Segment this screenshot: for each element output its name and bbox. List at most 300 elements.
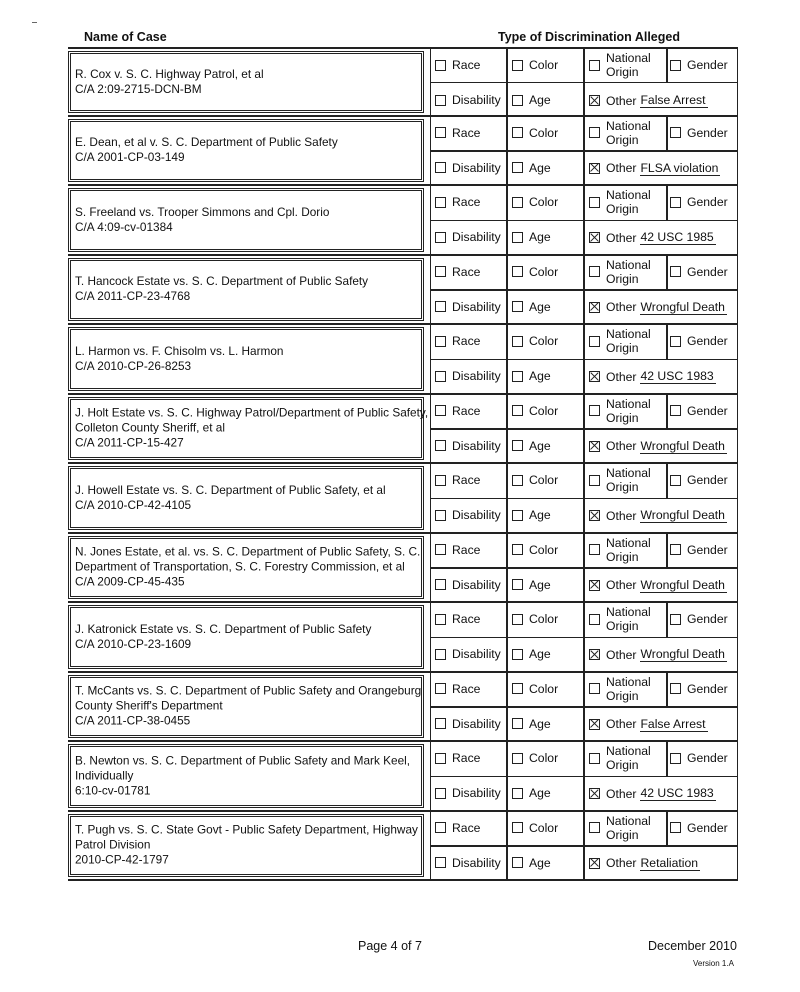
national-origin-label-text: National: [606, 605, 651, 619]
age-checkbox[interactable]: [512, 718, 523, 729]
grid-line: [666, 534, 668, 568]
race-option: [435, 682, 480, 696]
color-checkbox[interactable]: [512, 753, 523, 764]
cases-table: [68, 47, 738, 881]
age-label-text: Age: [529, 786, 551, 800]
other-label: [606, 370, 636, 384]
other-label: [606, 578, 636, 592]
case-name-line: T. Hancock Estate vs. S. C. Department of Public Safety: [75, 274, 369, 289]
age-checkbox[interactable]: [512, 788, 523, 799]
table-row: [68, 256, 738, 326]
disability-option: [435, 647, 501, 661]
case-name-line: C/A 2011-CP-23-4768: [75, 289, 191, 304]
national-origin-checkbox[interactable]: [589, 822, 600, 833]
other-checkbox[interactable]: [589, 788, 600, 799]
gender-checkbox[interactable]: [670, 683, 681, 694]
case-name-cell: [68, 258, 424, 322]
other-label-text: Other: [606, 300, 637, 314]
disability-label: [452, 93, 501, 107]
age-option: [512, 93, 551, 107]
other-label-text: Other: [606, 93, 637, 108]
age-checkbox[interactable]: [512, 510, 523, 521]
gender-label: [687, 821, 728, 835]
national-origin-checkbox[interactable]: [589, 266, 600, 277]
national-origin-label-text: National: [606, 257, 651, 272]
color-label-text: Color: [529, 403, 559, 418]
age-label: [529, 439, 551, 453]
other-option: [589, 856, 700, 871]
gender-label: [687, 265, 728, 279]
national-origin-checkbox[interactable]: [589, 753, 600, 764]
disability-option: [435, 578, 501, 592]
gender-label-text: Gender: [687, 612, 728, 626]
age-label-text: Age: [529, 93, 551, 107]
disability-label-text: Disability: [452, 438, 501, 453]
color-option: [512, 612, 558, 626]
disability-checkbox[interactable]: [435, 857, 446, 868]
national-origin-checkbox[interactable]: [589, 683, 600, 694]
age-option: [512, 369, 551, 383]
table-row: [68, 117, 738, 187]
age-checkbox[interactable]: [512, 579, 523, 590]
race-label: [452, 821, 480, 835]
race-label-text: Race: [452, 681, 481, 696]
age-label-text: Age: [529, 438, 551, 453]
race-checkbox[interactable]: [435, 336, 446, 347]
case-name-line: J. Holt Estate vs. S. C. Highway Patrol/Department of Public Safety,: [75, 405, 429, 420]
gender-checkbox[interactable]: [670, 336, 681, 347]
race-checkbox[interactable]: [435, 405, 446, 416]
gender-checkbox[interactable]: [670, 614, 681, 625]
gender-label-text: Gender: [687, 681, 728, 696]
table-row: [68, 603, 738, 673]
gender-label: [687, 334, 728, 348]
other-option: [589, 717, 708, 732]
age-option: [512, 508, 551, 522]
disability-option: [435, 300, 501, 314]
race-label: [452, 195, 480, 209]
age-option: [512, 161, 551, 175]
national-origin-option: [589, 466, 651, 494]
case-name: [75, 545, 419, 590]
other-checkbox[interactable]: [589, 371, 600, 382]
race-option: [435, 404, 480, 418]
disability-label: [452, 647, 501, 661]
case-name: [75, 753, 419, 798]
national-origin-checkbox[interactable]: [589, 544, 600, 555]
grid-line: [506, 603, 508, 671]
national-origin-option: [589, 327, 651, 355]
discrimination-type-grid: [430, 325, 738, 393]
race-checkbox[interactable]: [435, 60, 446, 71]
color-checkbox[interactable]: [512, 683, 523, 694]
other-detail: Retaliation: [640, 855, 699, 870]
gender-label-text: Gender: [687, 264, 728, 279]
other-detail: 42 USC 1983: [640, 369, 714, 383]
gender-option: [670, 612, 728, 626]
color-label: [529, 473, 558, 487]
gender-option: [670, 334, 728, 348]
table-row: [68, 47, 738, 117]
race-option: [435, 126, 480, 140]
gender-label: [687, 473, 728, 487]
color-label-text: Color: [529, 195, 559, 209]
grid-line: [666, 117, 668, 151]
case-name-line: J. Howell Estate vs. S. C. Department of Public Safety, et al: [75, 482, 386, 497]
race-label-text: Race: [452, 264, 481, 279]
color-label-text: Color: [529, 473, 559, 487]
disability-label-text: Disability: [452, 160, 501, 175]
age-label-text: Age: [529, 369, 551, 383]
other-checkbox[interactable]: [589, 858, 600, 869]
color-option: [512, 265, 558, 279]
gender-option: [670, 751, 728, 765]
race-option: [435, 821, 480, 835]
case-name-cell: [68, 675, 424, 739]
case-name-line: County Sheriff's Department: [75, 698, 223, 713]
discrimination-type-grid: [430, 742, 738, 810]
case-name-line: 6:10-cv-01781: [75, 783, 151, 798]
gender-option: [670, 543, 728, 557]
race-checkbox[interactable]: [435, 475, 446, 486]
color-checkbox[interactable]: [512, 60, 523, 71]
color-label-text: Color: [529, 334, 559, 348]
disability-label-text: Disability: [452, 786, 501, 800]
grid-line: [583, 117, 585, 185]
disability-label: [452, 230, 501, 244]
case-name-line: 2010-CP-42-1797: [75, 852, 169, 867]
national-origin-option: [589, 188, 651, 216]
other-checkbox[interactable]: [589, 649, 600, 660]
grid-line: [506, 534, 508, 602]
gender-checkbox[interactable]: [670, 197, 681, 208]
gender-label: [687, 126, 728, 140]
color-checkbox[interactable]: [512, 197, 523, 208]
disability-checkbox[interactable]: [435, 579, 446, 590]
case-name: [75, 67, 419, 97]
national-origin-checkbox[interactable]: [589, 405, 600, 416]
discrimination-type-grid: [430, 186, 738, 254]
disability-label: [452, 300, 501, 314]
age-label: [529, 647, 551, 661]
gender-option: [670, 265, 728, 279]
national-origin-option: [589, 119, 651, 147]
race-checkbox[interactable]: [435, 544, 446, 555]
other-checkbox[interactable]: [589, 510, 600, 521]
race-checkbox[interactable]: [435, 822, 446, 833]
national-origin-checkbox[interactable]: [589, 336, 600, 347]
case-name: [75, 683, 422, 729]
disability-label-text: Disability: [452, 299, 501, 314]
grid-line: [583, 742, 585, 810]
other-checkbox[interactable]: [589, 95, 600, 106]
other-label: [606, 94, 636, 108]
national-origin-label: [606, 327, 651, 355]
color-label: [529, 821, 558, 835]
gender-label-text: Gender: [687, 403, 728, 418]
age-label-text: Age: [529, 647, 551, 661]
discrimination-type-grid: [430, 812, 738, 880]
race-label-text: Race: [452, 58, 481, 72]
gender-label: [687, 195, 728, 209]
discrimination-type-grid: [430, 256, 738, 324]
grid-line: [506, 186, 508, 254]
grid-line: [666, 49, 668, 82]
age-checkbox[interactable]: [512, 857, 523, 868]
disability-checkbox[interactable]: [435, 649, 446, 660]
race-option: [435, 751, 480, 765]
grid-line: [583, 186, 585, 254]
race-label-text: Race: [452, 612, 481, 626]
age-label: [529, 369, 551, 383]
other-label-text: Other: [606, 439, 637, 453]
grid-line: [583, 395, 585, 463]
race-label: [452, 58, 480, 72]
disability-checkbox[interactable]: [435, 788, 446, 799]
disability-checkbox[interactable]: [435, 371, 446, 382]
national-origin-option: [589, 51, 651, 79]
other-option: [589, 786, 716, 801]
other-label: [606, 856, 636, 870]
race-checkbox[interactable]: [435, 683, 446, 694]
other-detail: Wrongful Death: [640, 647, 725, 661]
disability-option: [435, 161, 501, 175]
color-option: [512, 682, 558, 696]
age-option: [512, 578, 551, 592]
color-label: [529, 751, 558, 765]
age-checkbox[interactable]: [512, 95, 523, 106]
color-label-text: Color: [529, 264, 559, 279]
other-label-text: Other: [606, 161, 637, 175]
grid-line: [506, 812, 508, 880]
color-label: [529, 195, 558, 209]
color-checkbox[interactable]: [512, 822, 523, 833]
other-checkbox[interactable]: [589, 719, 600, 730]
color-label: [529, 126, 558, 140]
age-label: [529, 161, 551, 175]
footer-version: Version 1.A: [693, 959, 734, 968]
gender-checkbox[interactable]: [670, 822, 681, 833]
case-name: [75, 274, 419, 304]
national-origin-label-text: National: [606, 327, 651, 341]
national-origin-checkbox[interactable]: [589, 197, 600, 208]
other-label-text: Other: [606, 786, 637, 801]
other-option: [589, 578, 727, 593]
discrimination-type-grid: [430, 603, 738, 671]
disability-checkbox[interactable]: [435, 440, 446, 451]
other-label: [606, 300, 636, 314]
case-name-line: C/A 2010-CP-26-8253: [75, 358, 192, 373]
disability-label: [452, 508, 501, 522]
disability-option: [435, 93, 501, 107]
race-checkbox[interactable]: [435, 197, 446, 208]
age-checkbox[interactable]: [512, 301, 523, 312]
gender-checkbox[interactable]: [670, 753, 681, 764]
race-checkbox[interactable]: [435, 614, 446, 625]
age-label-text: Age: [529, 230, 551, 244]
other-label-text: Other: [606, 578, 637, 592]
age-label: [529, 93, 551, 107]
disability-checkbox[interactable]: [435, 162, 446, 173]
case-name-line: Department of Transportation, S. C. Forestry Commission, et al: [75, 559, 405, 574]
other-label: [606, 787, 636, 801]
other-checkbox[interactable]: [589, 232, 600, 243]
other-option: [589, 161, 720, 176]
color-option: [512, 126, 558, 140]
disability-checkbox[interactable]: [435, 95, 446, 106]
disability-option: [435, 230, 501, 244]
grid-line: [583, 325, 585, 393]
disability-label: [452, 369, 501, 383]
grid-line: [506, 256, 508, 324]
race-label: [452, 404, 480, 418]
national-origin-label-text: Origin: [606, 65, 639, 79]
national-origin-label-text: Origin: [606, 758, 639, 772]
age-label: [529, 786, 551, 800]
disability-checkbox[interactable]: [435, 510, 446, 521]
age-checkbox[interactable]: [512, 649, 523, 660]
disability-label: [452, 856, 501, 870]
color-checkbox[interactable]: [512, 475, 523, 486]
other-option: [589, 647, 727, 662]
case-name-cell: [68, 744, 424, 808]
race-label: [452, 682, 480, 696]
other-option: [589, 369, 716, 384]
gender-label: [687, 682, 728, 696]
national-origin-checkbox[interactable]: [589, 60, 600, 71]
disability-label: [452, 578, 501, 592]
case-name-line: C/A 2011-CP-38-0455: [75, 713, 191, 728]
race-option: [435, 195, 480, 209]
discrimination-type-grid: [430, 673, 738, 741]
national-origin-option: [589, 536, 651, 564]
age-checkbox[interactable]: [512, 162, 523, 173]
gender-option: [670, 682, 728, 696]
case-name-cell: [68, 51, 424, 113]
race-label: [452, 543, 480, 557]
national-origin-label-text: National: [606, 188, 651, 202]
color-checkbox[interactable]: [512, 614, 523, 625]
national-origin-label-text: Origin: [606, 132, 639, 147]
color-label: [529, 543, 558, 557]
grid-line: [666, 186, 668, 220]
other-label-text: Other: [606, 717, 637, 731]
national-origin-option: [589, 744, 651, 772]
age-label: [529, 717, 551, 731]
national-origin-label: [606, 675, 651, 703]
gender-option: [670, 473, 728, 487]
national-origin-checkbox[interactable]: [589, 127, 600, 138]
page-number: Page 4 of 7: [358, 939, 422, 953]
color-checkbox[interactable]: [512, 544, 523, 555]
disability-checkbox[interactable]: [435, 718, 446, 729]
grid-line: [506, 742, 508, 810]
national-origin-label-text: Origin: [606, 480, 639, 494]
other-label-text: Other: [606, 508, 637, 523]
color-checkbox[interactable]: [512, 127, 523, 138]
table-row: [68, 742, 738, 812]
race-checkbox[interactable]: [435, 266, 446, 277]
grid-line: [666, 395, 668, 429]
other-label: [606, 439, 636, 453]
national-origin-checkbox[interactable]: [589, 614, 600, 625]
color-checkbox[interactable]: [512, 336, 523, 347]
disability-checkbox[interactable]: [435, 301, 446, 312]
case-name-line: T. McCants vs. S. C. Department of Public Safety and Orangeburg: [75, 683, 422, 698]
discrimination-type-grid: [430, 395, 738, 463]
grid-line: [506, 673, 508, 741]
other-checkbox[interactable]: [589, 441, 600, 452]
other-option: [589, 93, 708, 108]
gender-checkbox[interactable]: [670, 266, 681, 277]
other-checkbox[interactable]: [589, 302, 600, 313]
color-option: [512, 58, 558, 72]
national-origin-label-text: National: [606, 535, 651, 550]
grid-line: [506, 49, 508, 115]
other-detail: False Arrest: [640, 716, 706, 731]
case-name-line: E. Dean, et al v. S. C. Department of Public Safety: [75, 135, 338, 150]
national-origin-checkbox[interactable]: [589, 475, 600, 486]
case-name-cell: [68, 605, 424, 669]
race-label-text: Race: [452, 751, 481, 765]
gender-checkbox[interactable]: [670, 475, 681, 486]
national-origin-label-text: National: [606, 466, 651, 480]
age-checkbox[interactable]: [512, 232, 523, 243]
gender-checkbox[interactable]: [670, 60, 681, 71]
other-detail: Wrongful Death: [640, 299, 725, 314]
gender-label: [687, 543, 728, 557]
other-label: [606, 161, 636, 175]
gender-checkbox[interactable]: [670, 127, 681, 138]
age-checkbox[interactable]: [512, 440, 523, 451]
gender-checkbox[interactable]: [670, 405, 681, 416]
case-name-line: C/A 2010-CP-23-1609: [75, 636, 192, 651]
color-checkbox[interactable]: [512, 266, 523, 277]
national-origin-label-text: Origin: [606, 827, 639, 842]
color-option: [512, 543, 558, 557]
disability-option: [435, 508, 501, 522]
color-label: [529, 612, 558, 626]
other-label-text: Other: [606, 230, 637, 245]
grid-line: [583, 534, 585, 602]
national-origin-label: [606, 536, 651, 564]
case-name-cell: [68, 397, 429, 461]
national-origin-option: [589, 814, 651, 842]
other-detail: Wrongful Death: [640, 438, 725, 453]
color-label-text: Color: [529, 58, 559, 72]
disability-checkbox[interactable]: [435, 232, 446, 243]
case-name: [75, 135, 419, 165]
color-checkbox[interactable]: [512, 405, 523, 416]
disability-label: [452, 161, 501, 175]
age-label-text: Age: [529, 508, 551, 522]
other-checkbox[interactable]: [589, 163, 600, 174]
gender-label: [687, 404, 728, 418]
other-checkbox[interactable]: [589, 580, 600, 591]
case-name: [75, 344, 419, 374]
case-name-cell: [68, 188, 424, 252]
race-checkbox[interactable]: [435, 127, 446, 138]
disability-label-text: Disability: [452, 577, 501, 592]
disability-option: [435, 369, 501, 383]
national-origin-label: [606, 744, 651, 772]
other-option: [589, 508, 727, 523]
race-checkbox[interactable]: [435, 753, 446, 764]
age-checkbox[interactable]: [512, 371, 523, 382]
discrimination-type-grid: [430, 534, 738, 602]
case-name-line: J. Katronick Estate vs. S. C. Department of Public Safety: [75, 621, 372, 636]
gender-checkbox[interactable]: [670, 544, 681, 555]
